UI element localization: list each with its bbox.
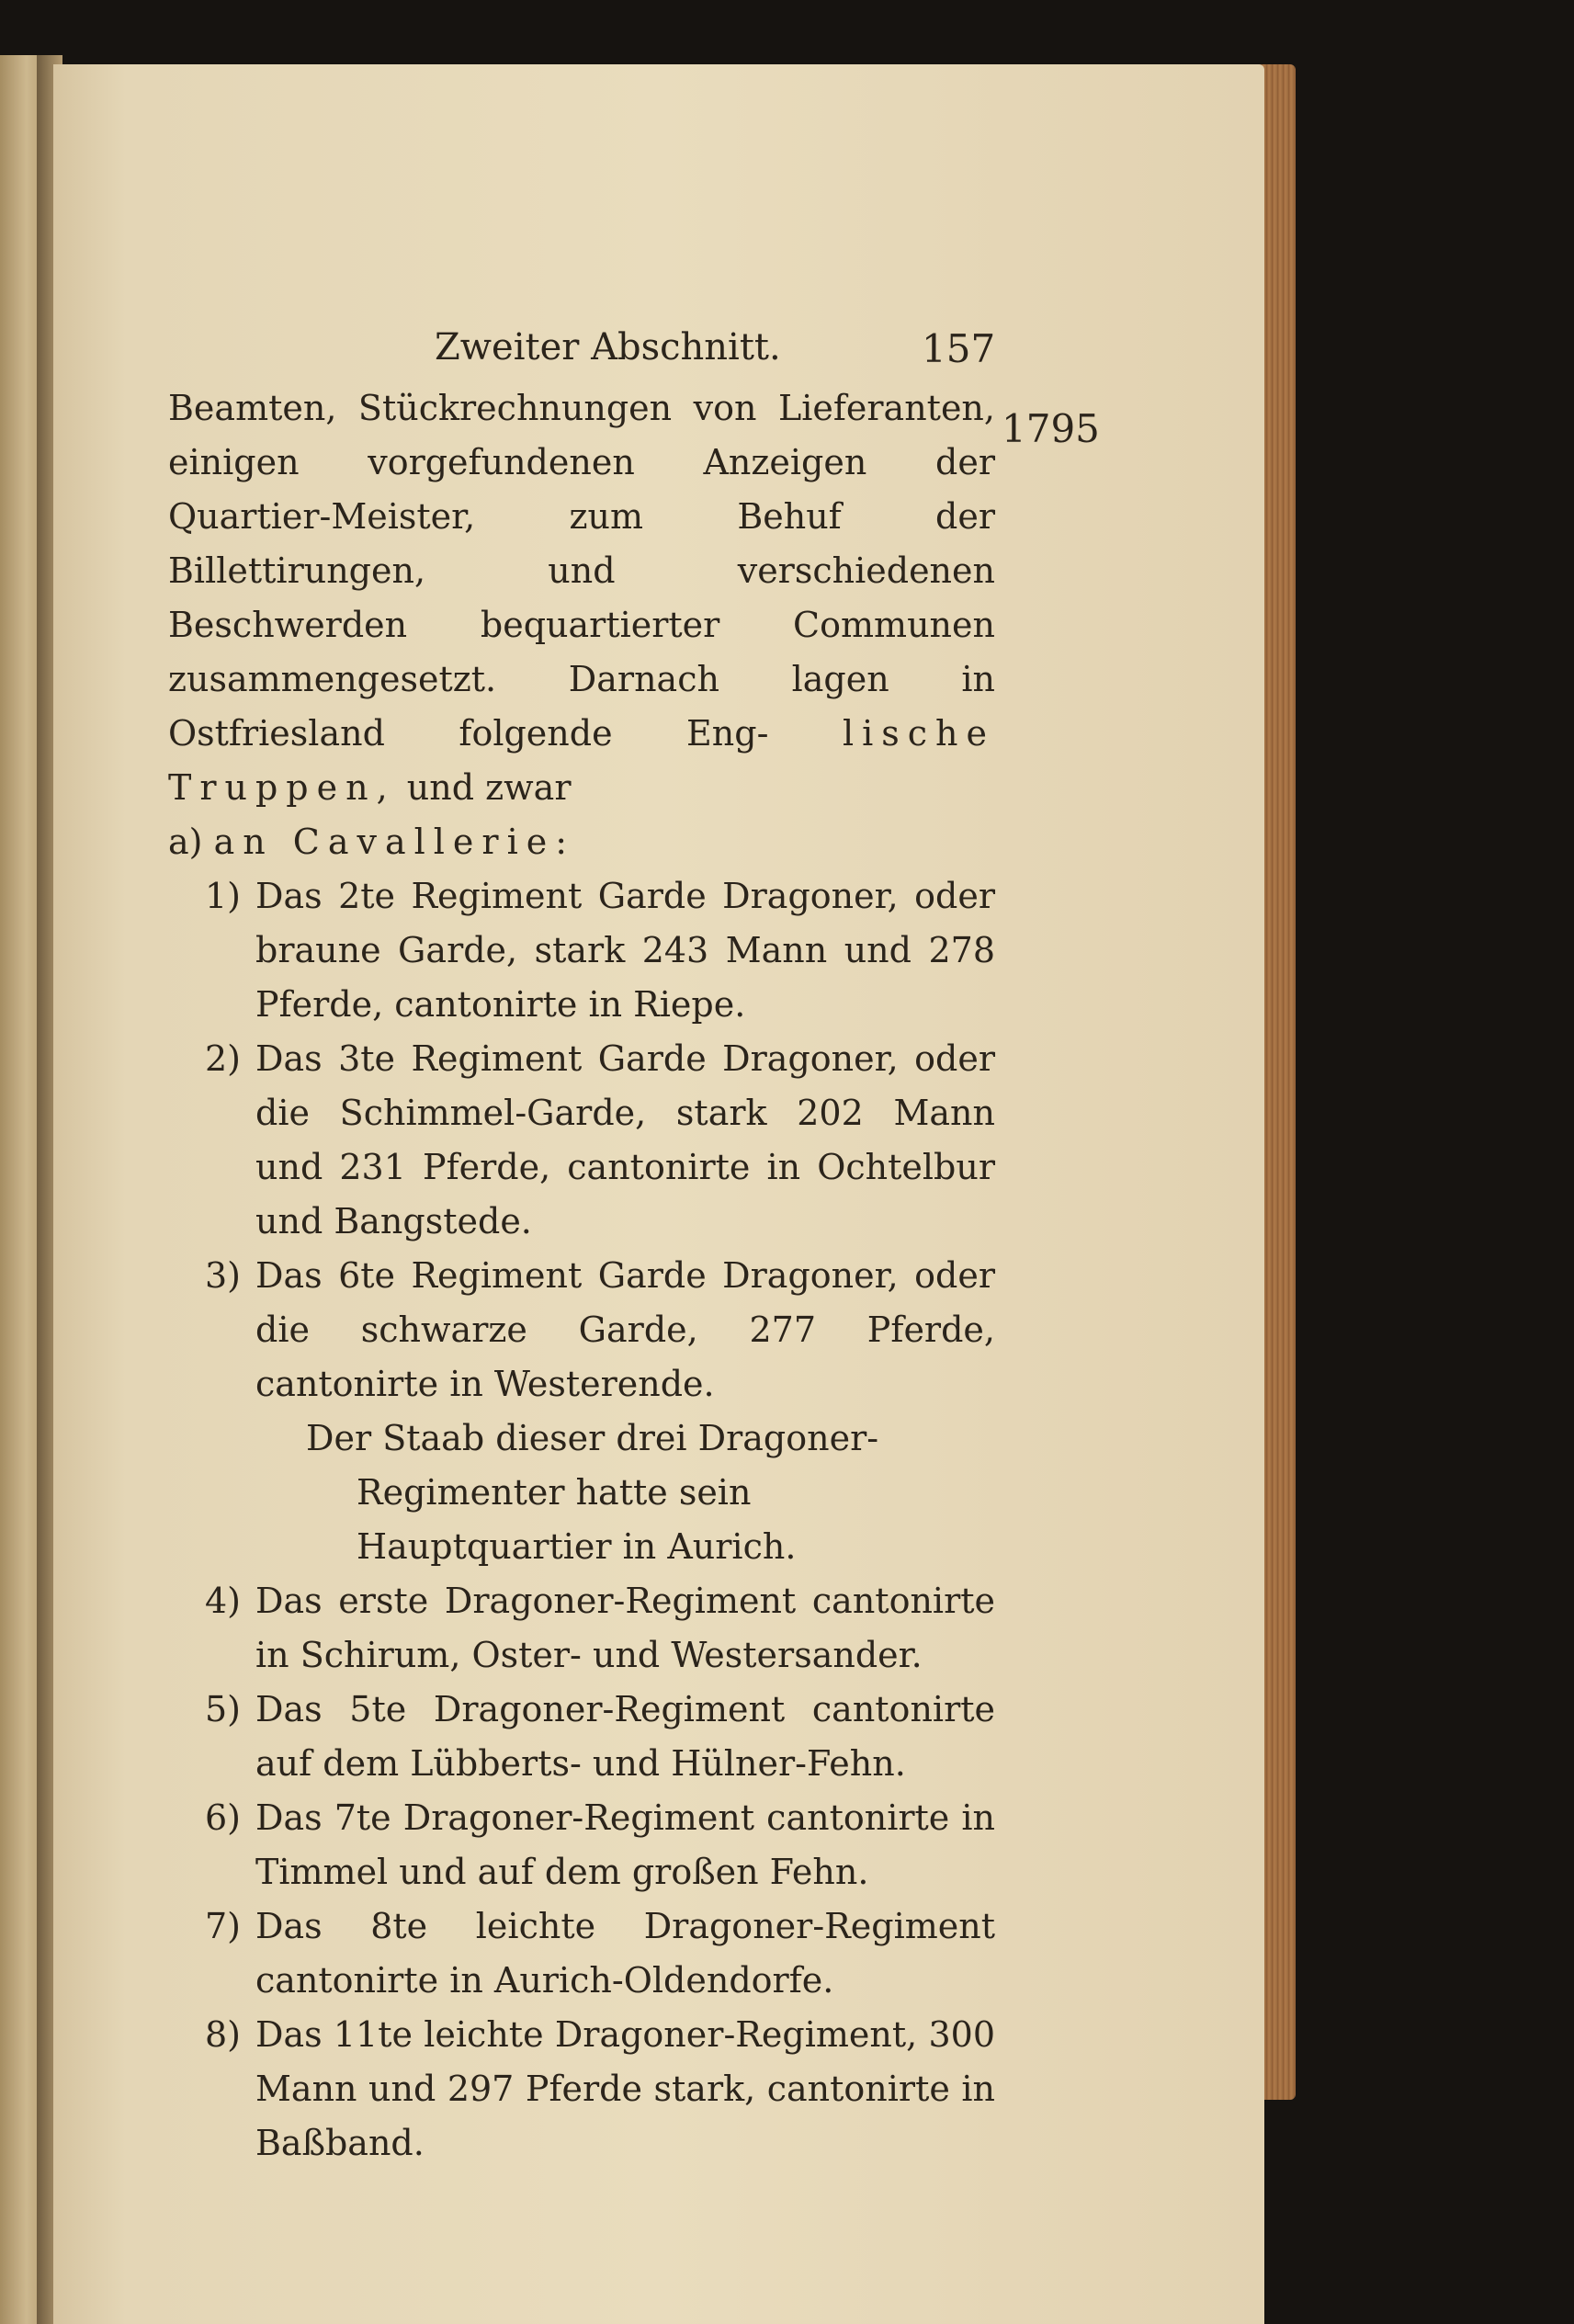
item-number: 7) bbox=[205, 1906, 242, 1946]
margin-year: 1795 bbox=[1002, 406, 1100, 451]
book-page bbox=[53, 64, 1264, 2324]
running-head: Zweiter Abschnitt. bbox=[435, 326, 781, 368]
list-item bbox=[168, 1249, 995, 1411]
list-item bbox=[168, 2008, 995, 2171]
item-number: 5) bbox=[205, 1689, 242, 1729]
note-text: Der Staab dieser drei Dragoner-Regimenter hatte sein Hauptquartier in Aurich. bbox=[306, 1418, 879, 1567]
section-title: an Cavallerie: bbox=[213, 822, 576, 862]
item-text: Das 8te leichte Dragoner-Regiment cantonirte in Aurich-Oldendorfe. bbox=[255, 1906, 995, 2001]
list-item bbox=[168, 1683, 995, 1791]
item-text: Das 5te Dragoner-Regiment cantonirte auf dem Lübberts- und Hülner-Fehn. bbox=[255, 1689, 995, 1784]
item-text: Das 3te Regiment Garde Dragoner, oder die Schimmel-Garde, stark 202 Mann und 231 Pferde, cantonirte in Ochtelbur und Bangstede. bbox=[255, 1038, 995, 1241]
list-item bbox=[168, 1032, 995, 1249]
page-text bbox=[168, 326, 995, 2171]
section-heading bbox=[168, 815, 995, 869]
section-label: a) bbox=[168, 822, 214, 862]
item-text: Das 11te leichte Dragoner-Regiment, 300 Mann und 297 Pferde stark, cantonirte in Baßband. bbox=[255, 2014, 995, 2163]
item-number: 1) bbox=[205, 876, 242, 916]
item-number: 2) bbox=[205, 1038, 242, 1079]
item-number: 3) bbox=[205, 1255, 242, 1296]
staff-note bbox=[219, 1411, 995, 1574]
item-text: Das 6te Regiment Garde Dragoner, oder die schwarze Garde, 277 Pferde, cantonirte in Westerende. bbox=[255, 1255, 995, 1404]
item-text: Das 2te Regiment Garde Dragoner, oder braune Garde, stark 243 Mann und 278 Pferde, cantonirte in Riepe. bbox=[255, 876, 995, 1025]
page-number: 157 bbox=[922, 326, 996, 371]
list-item bbox=[168, 1899, 995, 2008]
item-number: 4) bbox=[205, 1581, 242, 1621]
item-number: 6) bbox=[205, 1797, 242, 1838]
item-text: Das 7te Dragoner-Regiment cantonirte in Timmel und auf dem großen Fehn. bbox=[255, 1797, 995, 1892]
list-item bbox=[168, 869, 995, 1032]
item-text: Das erste Dragoner-Regiment cantonirte in Schirum, Oster- und Westersander. bbox=[255, 1581, 995, 1675]
intro-text: Beamten, Stückrechnungen von Lieferanten, einigen vorgefundenen Anzeigen der Quartier-Meister, zum Behuf der Billettirungen, und verschiedenen Beschwerden bequartierter Communen zusammengesetzt. Darnach lagen in Ostfriesland folgende Eng- bbox=[168, 388, 995, 754]
item-number: 8) bbox=[205, 2014, 242, 2055]
intro-tail: und zwar bbox=[395, 767, 572, 808]
page-header bbox=[168, 326, 995, 381]
intro-paragraph bbox=[168, 381, 995, 815]
list-item bbox=[168, 1574, 995, 1683]
list-item bbox=[168, 1791, 995, 1899]
intro-spaced-text: lische Truppen, bbox=[168, 713, 995, 808]
